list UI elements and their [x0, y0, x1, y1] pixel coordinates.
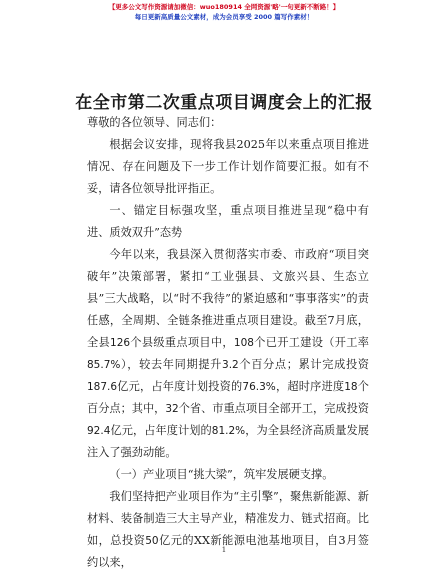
industry-paragraph — [87, 486, 369, 574]
text-segment: ，为全县经济高质量发展注入了强劲动能。 — [87, 424, 369, 459]
promo-banner-line1: 【更多公文写作资源请加微信：wuo180914 全网资源'略'一句更新不断路！】 — [108, 3, 340, 11]
key-investment-percent: 81.2% — [211, 425, 246, 437]
start-rate: 85.7% — [87, 359, 121, 371]
promo-banner-line2: 每日更新高质量公文素材，成为会员享受 2000 篇写作素材！ — [134, 13, 314, 21]
text-segment: 个省、市重点项目全部开工，完成投资 — [178, 402, 369, 415]
intro-paragraph: 根据会议安排，现将我县2025年以来重点项目推进情况、存在问题及下一步工作计划作简要汇报。如有不妥，请各位领导批评指正。 — [87, 138, 369, 195]
text-segment: 亿元，占年度计划投资的 — [117, 380, 243, 393]
investment-total: 187.6 — [87, 381, 118, 393]
salutation: 尊敬的各位领导、同志们： — [87, 116, 222, 129]
ahead-schedule-points: 18 — [344, 381, 358, 393]
key-investment: 92.4 — [87, 425, 111, 437]
key-project-count: 32 — [165, 403, 179, 415]
subsection-heading-1: （一）产业项目“挑大梁”，筑牢发展硬支撑。 — [109, 468, 334, 481]
document-title: 在全市第二次重点项目调度会上的汇报 — [75, 93, 373, 113]
text-segment: 个百分点；其中， — [87, 380, 369, 415]
progress-paragraph — [87, 244, 369, 464]
page-number: 1 — [221, 546, 227, 554]
text-segment: ），较去年同期提升 — [120, 358, 223, 371]
text-segment: 亿元，占年度计划的 — [110, 424, 212, 437]
text-segment: 亿元的XX新能源电池基地项目，自3月签约以来， — [87, 534, 369, 569]
promo-banner — [0, 2, 448, 22]
investment-percent: 76.3% — [242, 381, 276, 393]
project-count: 126 — [110, 337, 131, 349]
started-count: 108 — [233, 337, 254, 349]
document-body — [87, 112, 369, 574]
project-investment: 50 — [145, 535, 159, 547]
text-segment: 个已开工建设（开工率 — [253, 336, 369, 349]
rate-increase: 3.2 — [222, 359, 239, 371]
text-segment: 今年以来，我县深入贯彻落实市委、市政府“项目突破年”决策部署，紧扣“工业强县、文旅兴县、生态立县”三大战略，以“时不我待”的紧迫感和“事事落实”的责任感，全周期、全链条推进重点项目建设。截至7月底，全县 — [87, 248, 369, 349]
text-segment: 我们坚持把产业项目作为“主引擎”，聚焦新能源、新材料、装备制造三大主导产业，精准发力、链式招商。比如，总投资 — [87, 490, 369, 547]
section-heading-1: 一、锚定目标强攻坚，重点项目推进呈现“稳中有进、质效双升”态势 — [87, 204, 369, 239]
text-segment: 个百分点；累计完成投资 — [238, 358, 369, 371]
text-segment: 个县级重点项目中， — [130, 336, 234, 349]
text-segment: ，超时序进度 — [275, 380, 345, 393]
